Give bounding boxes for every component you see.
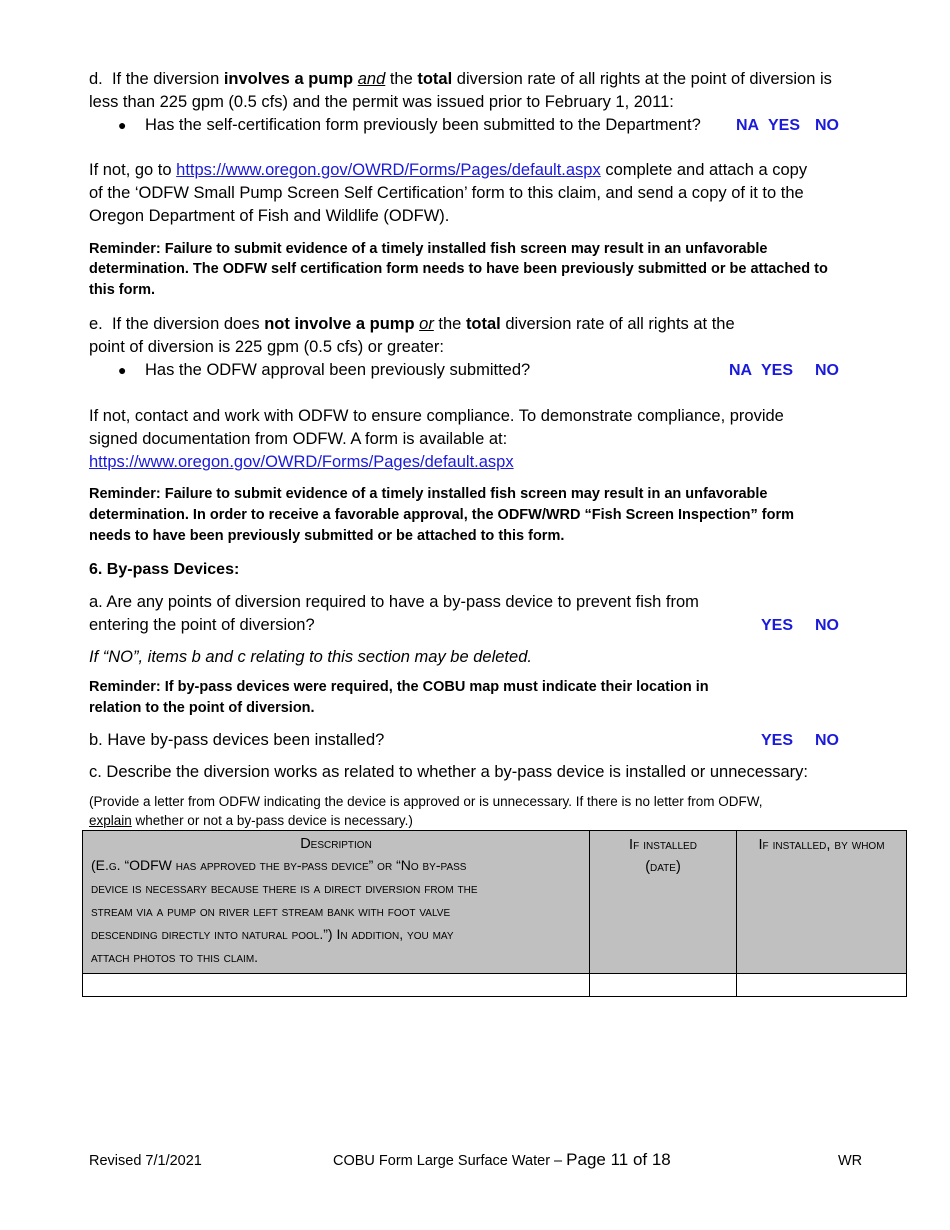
footer-form-title: COBU Form Large Surface Water – Page 11 of 18 <box>333 1150 671 1169</box>
description-hint-line: descending directly into natural pool.”) In addition, you may <box>91 926 454 942</box>
footer-revised: Revised 7/1/2021 <box>89 1153 202 1169</box>
bullet-icon: ● <box>118 117 127 133</box>
section6-b-yes-option[interactable]: YES <box>761 732 794 749</box>
reminder-d-line2: determination. The ODFW self certification form needs to have been previously submitted or be attached to <box>89 261 828 277</box>
section-d-no-option[interactable]: NO <box>815 117 839 134</box>
section6-note: If “NO”, items b and c relating to this section may be deleted. <box>89 648 532 666</box>
para-e-link-line <box>89 451 514 474</box>
page-number: Page 11 of 18 <box>566 1150 671 1169</box>
para-d-line2: of the ‘ODFW Small Pump Screen Self Certification’ form to this claim, and send a copy of it to the <box>89 184 804 202</box>
section6-a-no-option[interactable]: NO <box>815 617 839 634</box>
description-header: Description <box>300 836 372 852</box>
section-e-yes-option[interactable]: YES <box>761 362 794 379</box>
section-d-line1: d. If the diversion involves a pump and the total diversion rate of all rights at the point of diversion is <box>89 70 832 88</box>
para-e-line1: If not, contact and work with ODFW to ensure compliance. To demonstrate compliance, provide <box>89 407 784 425</box>
section6-a-line2: entering the point of diversion? <box>89 616 315 634</box>
description-hint-line: (E.g. “ODFW has approved the by-pass device” or “No by-pass <box>91 857 467 873</box>
section6-reminder-line2: relation to the point of diversion. <box>89 700 315 716</box>
section6-paren-line1: (Provide a letter from ODFW indicating the device is approved or is unnecessary. If there is no letter from ODFW, <box>89 794 763 809</box>
reminder-d-line3: this form. <box>89 282 156 298</box>
reminder-d-line1: Reminder: Failure to submit evidence of a timely installed fish screen may result in an unfavorable <box>89 241 768 257</box>
section-d-line2: less than 225 gpm (0.5 cfs) and the permit was issued prior to February 1, 2011: <box>89 93 674 111</box>
date-input-cell[interactable] <box>590 974 737 997</box>
section-e-no-option[interactable]: NO <box>815 362 839 379</box>
description-hint-line: stream via a pump on river left stream bank with foot valve <box>91 903 451 919</box>
description-hint-line: attach photos to this claim. <box>91 949 259 965</box>
section6-a-yes-option[interactable]: YES <box>761 617 794 634</box>
date-subheader: (date) <box>645 859 681 875</box>
description-hint <box>91 854 581 969</box>
table-header-row <box>83 831 907 974</box>
description-header-cell <box>83 831 590 974</box>
section-d-yes-option[interactable]: YES <box>768 117 801 134</box>
date-header: If installed <box>629 837 697 853</box>
para-e-line2: signed documentation from ODFW. A form is available at: <box>89 430 508 448</box>
by-whom-header-cell <box>737 831 907 974</box>
by-whom-input-cell[interactable] <box>737 974 907 997</box>
para-d-line1: If not, go to https://www.oregon.gov/OWRD/Forms/Pages/default.aspx complete and attach a copy <box>89 161 808 179</box>
reminder-e-line3: needs to have been previously submitted or be attached to this form. <box>89 528 565 544</box>
section6-reminder-line1: Reminder: If by-pass devices were required, the COBU map must indicate their location in <box>89 679 709 695</box>
by-whom-header: If installed, by whom <box>758 837 885 853</box>
table-row <box>83 974 907 997</box>
section6-a-line1: a. Are any points of diversion required to have a by-pass device to prevent fish from <box>89 593 699 611</box>
section6-b-text: b. Have by-pass devices been installed? <box>89 731 385 749</box>
description-input-cell[interactable] <box>83 974 590 997</box>
bullet-icon: ● <box>118 362 127 378</box>
section6-c-text: c. Describe the diversion works as related to whether a by-pass device is installed or unnecessary: <box>89 763 809 781</box>
forms-link[interactable]: https://www.oregon.gov/OWRD/Forms/Pages/default.aspx <box>89 453 514 471</box>
reminder-e-line2: determination. In order to receive a favorable approval, the ODFW/WRD “Fish Screen Inspection” form <box>89 507 794 523</box>
description-hint-line: device is necessary because there is a direct diversion from the <box>91 880 478 896</box>
section6-b-no-option[interactable]: NO <box>815 732 839 749</box>
reminder-e-line1: Reminder: Failure to submit evidence of a timely installed fish screen may result in an unfavorable <box>89 486 768 502</box>
date-header-cell <box>590 831 737 974</box>
para-d-line3: Oregon Department of Fish and Wildlife (ODFW). <box>89 207 450 225</box>
section-e-line1: e. If the diversion does not involve a pump or the total diversion rate of all rights at the <box>89 315 735 333</box>
bypass-device-table <box>82 830 907 997</box>
footer-wr: WR <box>838 1153 863 1169</box>
section6-heading: 6. By-pass Devices: <box>89 561 240 578</box>
forms-link[interactable]: https://www.oregon.gov/OWRD/Forms/Pages/default.aspx <box>176 161 601 179</box>
section-d-na-option[interactable]: NA <box>736 117 760 134</box>
section-e-na-option[interactable]: NA <box>729 362 753 379</box>
section-d-question: Has the self-certification form previously been submitted to the Department? <box>145 116 701 134</box>
section6-paren-line2: explain whether or not a by-pass device is necessary.) <box>89 813 413 828</box>
section-e-question: Has the ODFW approval been previously submitted? <box>145 361 531 379</box>
section-e-line2: point of diversion is 225 gpm (0.5 cfs) or greater: <box>89 338 444 356</box>
